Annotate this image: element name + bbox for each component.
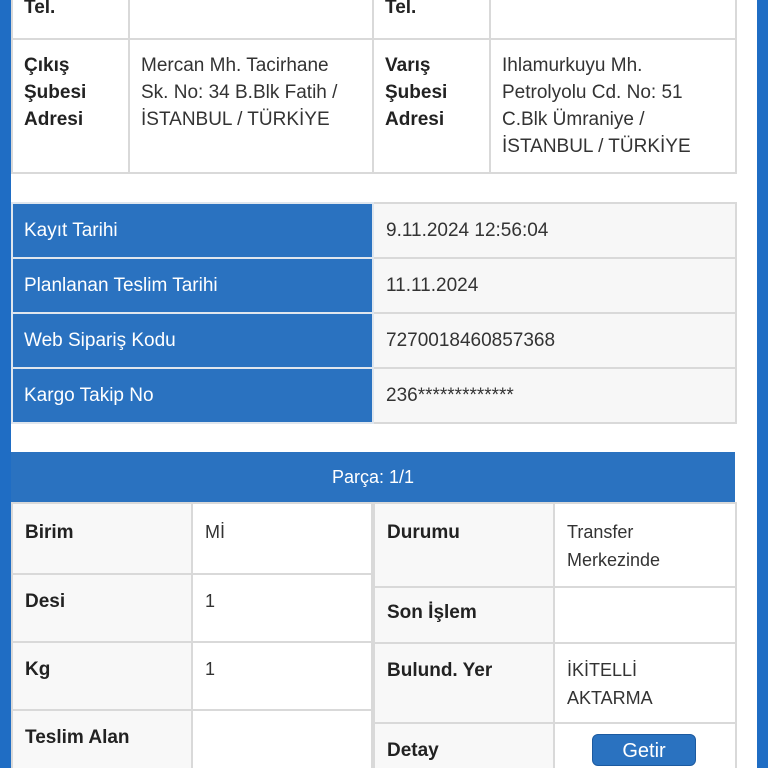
last-action-row xyxy=(374,587,736,643)
kg-value: 1 xyxy=(192,642,372,710)
detail-value xyxy=(554,723,736,768)
departure-phone-value xyxy=(129,0,373,39)
planned-delivery-row xyxy=(12,258,736,313)
registration-date-row xyxy=(12,203,736,258)
detail-row xyxy=(374,723,736,768)
address-line: İSTANBUL / TÜRKİYE xyxy=(502,136,691,157)
status-line: Transfer xyxy=(567,522,634,542)
departure-address-label xyxy=(12,39,129,173)
detail-label: Detay xyxy=(374,723,554,768)
unit-row xyxy=(12,503,372,574)
label-line: Şubesi xyxy=(385,82,448,103)
address-line: Ihlamurkuyu Mh. xyxy=(502,55,643,76)
unit-value: Mİ xyxy=(192,503,372,574)
kg-row xyxy=(12,642,372,710)
recipient-label: Teslim Alan xyxy=(12,710,192,768)
tracking-number-row xyxy=(12,368,736,423)
arrival-phone-value xyxy=(490,0,736,39)
desi-row xyxy=(12,574,372,642)
shipment-info-table xyxy=(11,202,737,424)
departure-phone-label: Tel. xyxy=(12,0,129,39)
arrival-address-value xyxy=(490,39,736,173)
piece-header: Parça: 1/1 xyxy=(11,452,735,502)
web-order-code-label: Web Sipariş Kodu xyxy=(12,313,373,368)
label-line: Şubesi xyxy=(24,82,87,103)
last-action-label: Son İşlem xyxy=(374,587,554,643)
address-line: Sk. No: 34 B.Blk Fatih / xyxy=(141,82,338,103)
kg-label: Kg xyxy=(12,642,192,710)
address-row xyxy=(12,39,736,173)
web-order-code-value: 7270018460857368 xyxy=(373,313,736,368)
recipient-value xyxy=(192,710,372,768)
location-value xyxy=(554,643,736,723)
registration-date-label: Kayıt Tarihi xyxy=(12,203,373,258)
get-details-button[interactable]: Getir xyxy=(592,734,696,766)
address-line: İSTANBUL / TÜRKİYE xyxy=(141,109,330,130)
piece-right-table xyxy=(373,502,737,768)
status-label: Durumu xyxy=(374,503,554,587)
tracking-number-value: 236************* xyxy=(373,368,736,423)
phone-row xyxy=(12,0,736,39)
desi-value: 1 xyxy=(192,574,372,642)
desi-label: Desi xyxy=(12,574,192,642)
status-value xyxy=(554,503,736,587)
tracking-number-label: Kargo Takip No xyxy=(12,368,373,423)
status-line: Merkezinde xyxy=(567,550,661,570)
arrival-phone-label: Tel. xyxy=(373,0,490,39)
arrival-address-label xyxy=(373,39,490,173)
location-label: Bulund. Yer xyxy=(374,643,554,723)
planned-delivery-label: Planlanan Teslim Tarihi xyxy=(12,258,373,313)
location-row xyxy=(374,643,736,723)
location-line: AKTARMA xyxy=(567,688,653,708)
label-line: Çıkış xyxy=(24,55,70,76)
registration-date-value: 9.11.2024 12:56:04 xyxy=(373,203,736,258)
label-line: Adresi xyxy=(24,109,84,130)
planned-delivery-value: 11.11.2024 xyxy=(373,258,736,313)
address-line: Mercan Mh. Tacirhane xyxy=(141,55,329,76)
address-line: Petrolyolu Cd. No: 51 xyxy=(502,82,683,103)
piece-left-table xyxy=(11,502,373,768)
last-action-value xyxy=(554,587,736,643)
address-table xyxy=(11,0,737,174)
departure-address-value xyxy=(129,39,373,173)
recipient-row xyxy=(12,710,372,768)
label-line: Adresi xyxy=(385,109,445,130)
label-line: Varış xyxy=(385,55,431,76)
web-order-code-row xyxy=(12,313,736,368)
status-row xyxy=(374,503,736,587)
location-line: İKİTELLİ xyxy=(567,660,638,680)
unit-label: Birim xyxy=(12,503,192,574)
address-line: C.Blk Ümraniye / xyxy=(502,109,645,130)
